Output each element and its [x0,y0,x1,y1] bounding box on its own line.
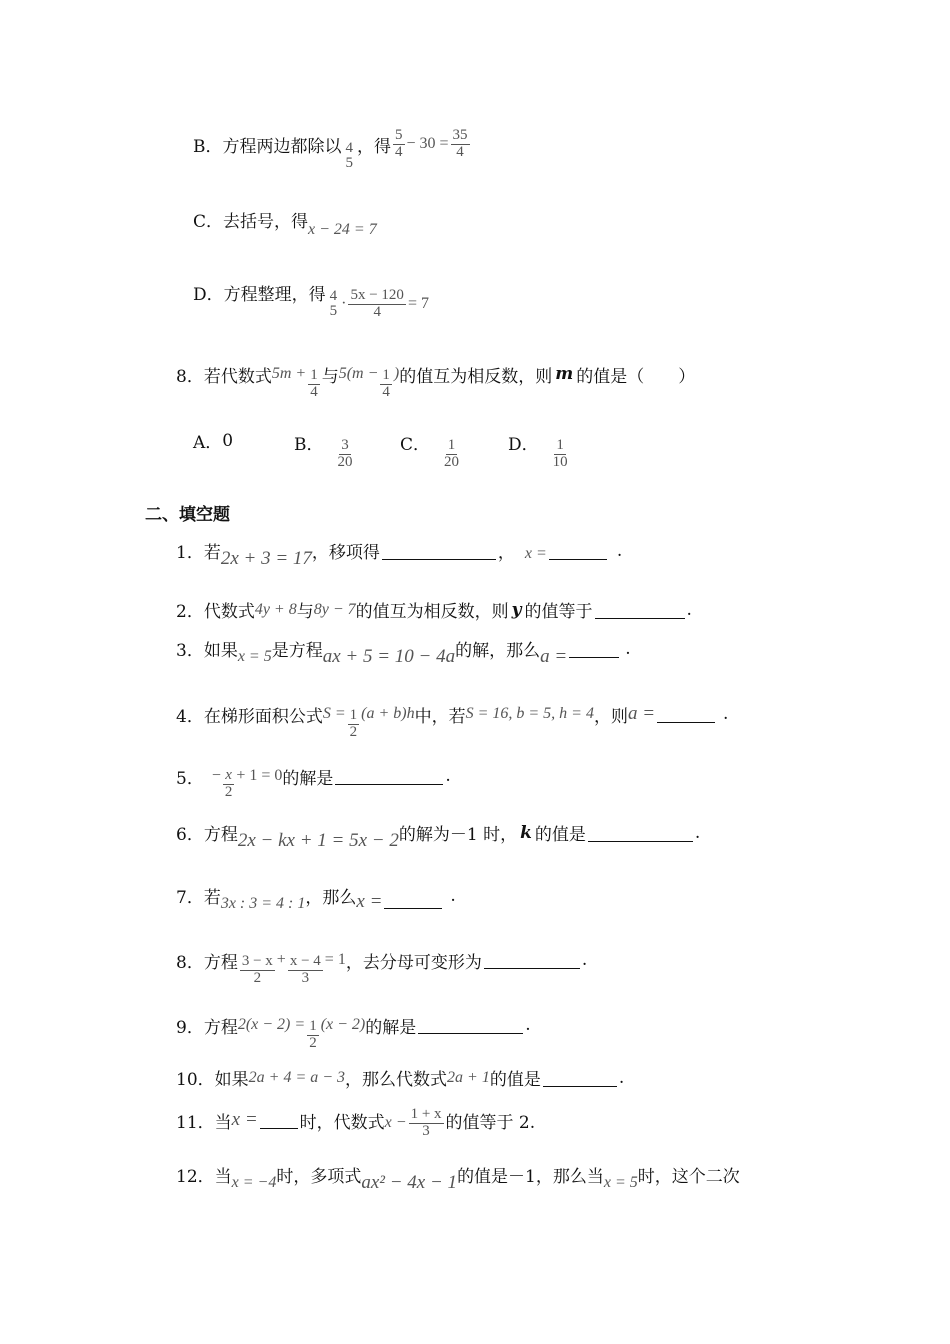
math: x = 5 [237,647,272,665]
q7-option-d [193,276,429,320]
math: + [276,951,286,969]
question-text: 代数式 [203,602,255,622]
punctuation: . [723,704,729,725]
fraction: 4 5 [345,139,353,172]
fill-q11 [176,1104,535,1137]
question-text: 的值是－1，那么当 [457,1167,604,1187]
question-number: 8． [176,952,204,973]
fraction: 4 5 [329,287,338,320]
fill-q7 [176,883,456,912]
question-text: 的解是 [365,1017,417,1038]
math: − 30 = [406,135,449,153]
punctuation: . [618,1067,625,1088]
question-text: 若 [203,543,221,563]
question-number: 7． [176,888,204,908]
question-text: 当 [214,1112,232,1133]
q8-option-c [400,426,463,470]
option-text: 方程两边都除以 [222,136,342,157]
answer-blank[interactable] [335,783,443,785]
fraction: $\frac{35}{4}$ [452,127,468,160]
question-text: 当 [214,1167,232,1187]
option-text: 方程整理，得 [223,284,326,305]
question-text: ，移项得 [311,543,380,563]
math: ax² − 4x − 1 [361,1171,458,1193]
question-text: 的值等于 [524,602,593,622]
fill-q4 [176,698,729,740]
math: x = [356,890,383,912]
math: 2x − kx + 1 = 5x − 2 [237,829,399,851]
question-text: 方程 [203,825,238,845]
math: = 7 [407,295,429,313]
option-label: B． [294,434,324,455]
math: 5(m − [338,365,379,383]
question-text: ， [497,543,515,563]
punctuation: . [625,638,631,659]
question-number: 2． [176,602,204,622]
question-text: 是方程 [271,641,323,661]
answer-blank[interactable] [543,1085,617,1087]
option-label: C． [193,212,224,232]
math: a = [540,645,568,667]
question-text: 与 [296,602,314,622]
answer-blank[interactable] [569,656,619,658]
question-text: 的值互为相反数，则 [399,366,553,387]
fraction: $\frac{1}{10}$ [552,437,568,470]
fill-q12 [176,1162,740,1193]
q8-option-a [193,428,233,453]
math: x = −4 [231,1173,277,1191]
punctuation: . [694,822,701,843]
fraction: $\frac{5x - 120}{4}$ [350,287,404,320]
math: + 1 = 0 [236,767,283,785]
fill-q8 [176,944,588,986]
question-number: 12． [176,1167,215,1187]
question-text: 中，若 [414,706,466,727]
fraction: $\frac{1}{2}$ [309,1018,317,1051]
fill-q3 [176,636,631,667]
question-text: 若代数式 [203,366,272,387]
math: 3x : 3 = 4 : 1 [220,894,306,912]
question-text: 在梯形面积公式 [203,706,323,727]
question-number: 9． [176,1017,204,1038]
question-text: ，去分母可变形为 [345,952,482,973]
question-text: 的解为－1 时， [398,825,518,845]
fraction: $\frac{x}{2}$ [224,767,233,800]
question-text: 时，多项式 [276,1167,362,1187]
question-text: 的值是（ ） [576,366,696,387]
question-number: 3． [176,641,204,661]
math: x = [231,1109,258,1131]
answer-blank[interactable] [260,1127,298,1129]
answer-blank[interactable] [588,840,693,842]
variable: m [555,364,574,385]
question-text: 时，这个二次 [637,1167,740,1187]
fraction: $\frac{1}{4}$ [310,367,318,400]
question-text: 的解，那么 [455,641,541,661]
math: x = 5 [603,1173,638,1191]
fraction: $\frac{3}{20}$ [337,437,353,470]
question-text: 的值等于 2. [445,1112,536,1133]
question-number: 10． [176,1070,215,1090]
question-number: 4． [176,706,204,727]
fill-q5 [176,760,451,800]
math: x − [384,1114,407,1132]
question-number: 8． [176,366,204,387]
answer-blank[interactable] [549,558,607,560]
option-label: A． [193,433,223,453]
answer-blank[interactable] [484,967,580,969]
question-number: 6． [176,825,204,845]
punctuation: . [450,885,456,906]
question-number: 11． [176,1112,215,1133]
question-text: ，那么代数式 [345,1070,448,1090]
math: 5m + [271,365,307,383]
question-text: 方程 [203,952,238,973]
answer-blank[interactable] [657,721,715,723]
answer-blank[interactable] [384,907,442,909]
math: 2a + 1 [447,1068,490,1086]
math: 2(x − 2) = [237,1016,306,1034]
math: 4y + 8 [254,600,297,618]
question-text: 如果 [203,641,238,661]
answer-blank[interactable] [382,558,496,560]
q8-option-d [508,426,572,470]
punctuation: . [581,950,588,971]
math: 2a + 4 = a − 3 [248,1068,346,1086]
question-text: ，则 [593,706,628,727]
math: − [211,767,221,785]
q8-option-b [294,426,357,470]
punctuation: . [686,599,692,620]
q8-question [176,358,696,400]
math: x = [524,544,547,562]
variable: k [520,822,532,843]
math: ) [393,365,400,383]
question-text: 若 [203,888,221,908]
fraction: $\frac{1}{20}$ [444,437,460,470]
fraction: $\frac{1}{4}$ [382,367,390,400]
question-text: 与 [321,366,339,387]
punctuation: . [616,540,623,561]
punctuation: . [525,1015,531,1036]
answer-blank[interactable] [595,617,685,619]
q7-option-c [193,207,377,238]
q7-option-b [193,127,472,172]
fraction: $\frac{1 + x}{3}$ [410,1106,442,1139]
option-label: B． [193,136,223,157]
math: S = [322,705,346,723]
question-text: 的解是 [282,768,334,789]
fill-q2 [176,597,692,622]
fraction: $\frac{3 - x}{2}$ [241,953,273,986]
math: ax + 5 = 10 − 4a [322,645,456,667]
question-number: 5． [176,768,204,789]
math: 2x + 3 = 17 [220,547,312,569]
math: 8y − 7 [313,600,356,618]
answer-blank[interactable] [418,1032,523,1034]
option-label: D． [508,434,539,455]
question-text: 时，代数式 [299,1112,385,1133]
fill-q6 [176,820,701,851]
question-text: 方程 [203,1017,238,1038]
option-text: 去括号，得 [223,212,309,232]
question-text: 的值是 [489,1070,541,1090]
math: (a + b)h [361,705,415,723]
variable: y [511,599,522,620]
math: (x − 2) [320,1016,366,1034]
fill-q9 [176,1009,531,1051]
fraction: $\frac{x - 4}{3}$ [289,953,321,986]
fraction: $\frac{1}{2}$ [349,707,358,740]
option-label: C． [400,434,431,455]
fraction: $\frac{5}{4}$ [395,127,403,160]
question-text: 如果 [214,1070,249,1090]
question-text: ，那么 [305,888,357,908]
question-text: 的值是 [534,825,586,845]
math: · [341,295,347,313]
fill-q10 [176,1065,624,1090]
fill-q1 [176,538,623,569]
question-text: 的值互为相反数，则 [355,602,509,622]
option-text: ，得 [357,136,391,157]
math: a = [627,703,656,725]
question-number: 1． [176,543,204,563]
math: x − 24 = 7 [308,220,377,238]
math: S = 16, b = 5, h = 4 [465,705,594,723]
option-value: 0 [222,430,234,451]
math: = 1 [324,951,346,969]
section-title: 二、填空题 [145,505,230,525]
punctuation: . [445,766,451,787]
option-label: D． [193,284,224,305]
